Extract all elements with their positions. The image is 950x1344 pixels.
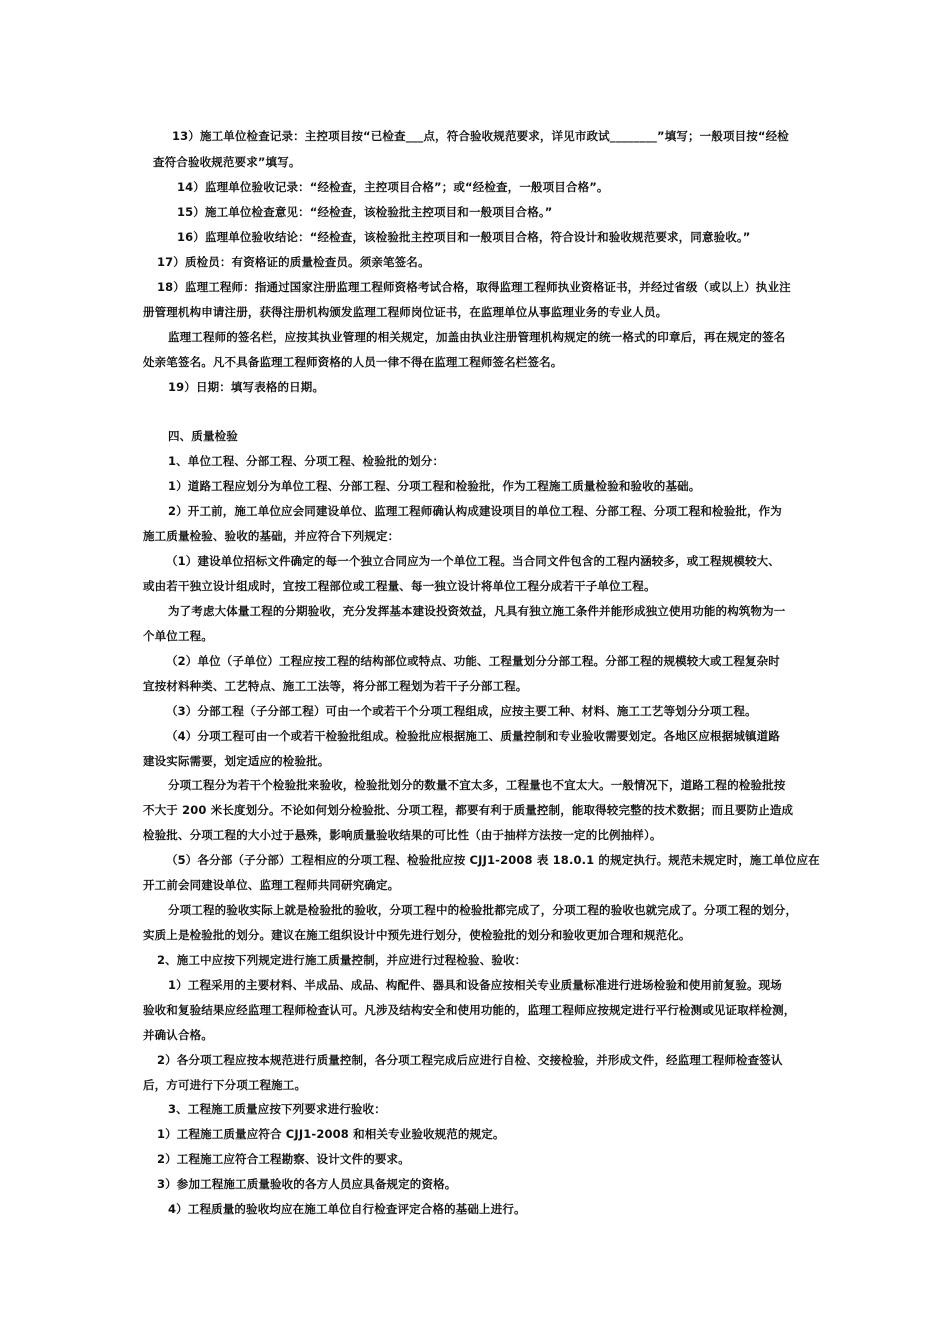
doc-line: 监理工程师的签名栏，应按其执业管理的相关规定，加盖由执业注册管理机构规定的统一格式的印章后，再在规定的签名: [168, 330, 786, 344]
doc-line: 查符合验收规范要求”填写。: [153, 155, 301, 169]
doc-line: （4）分项工程可由一个或若干检验批组成。检验批应根据施工、质量控制和专业验收需要划定。各地区应根据城镇道路: [166, 729, 780, 743]
doc-line: 分项工程分为若干个检验批来验收，检验批划分的数量不宜太多，工程量也不宜太大。一般情况下，道路工程的检验批按: [168, 778, 786, 792]
doc-line: 16）监理单位验收结论：“经检查，该检验批主控项目和一般项目合格，符合设计和验收规范要求，同意验收。”: [177, 230, 751, 244]
doc-line: 17）质检员：有资格证的质量检查员。须亲笔签名。: [157, 255, 430, 269]
doc-line: 2）开工前，施工单位应会同建设单位、监理工程师确认构成建设项目的单位工程、分部工程、分项工程和检验批，作为: [168, 504, 782, 518]
doc-line: 不大于 200 米长度划分。不论如何划分检验批、分项工程，都要有利于质量控制，能取得较完整的技术数据；而且要防止造成: [143, 803, 794, 817]
doc-line: （3）分部工程（子分部工程）可由一个或若干个分项工程组成，应按主要工种、材料、施工工艺等划分分项工程。: [166, 704, 757, 718]
section-heading: 四、质量检验: [168, 429, 238, 443]
doc-line: 或由若干独立设计组成时，宜按工程部位或工程量、每一独立设计将单位工程分成若干子单位工程。: [143, 579, 656, 593]
doc-line: 1）工程施工质量应符合 CJJ1-2008 和相关专业验收规范的规定。: [157, 1127, 505, 1141]
doc-line: 1）工程采用的主要材料、半成品、成品、构配件、器具和设备应按相关专业质量标准进行进场检验和使用前复验。现场: [168, 978, 782, 992]
doc-line: 1）道路工程应划分为单位工程、分部工程、分项工程和检验批，作为工程施工质量检验和验收的基础。: [168, 479, 701, 493]
doc-line: 15）施工单位检查意见：“经检查，该检验批主控项目和一般项目合格。”: [177, 205, 553, 219]
doc-line: 4）工程质量的验收均应在施工单位自行检查评定合格的基础上进行。: [168, 1202, 526, 1216]
doc-line: 19）日期：填写表格的日期。: [168, 380, 325, 394]
doc-line: （1）建设单位招标文件确定的每一个独立合同应为一个单位工程。当合同文件包含的工程内涵较多，或工程规模较大、: [166, 554, 780, 568]
doc-line: 建设实际需要，划定适应的检验批。: [143, 754, 330, 768]
doc-line: 3、工程施工质量应按下列要求进行验收：: [168, 1102, 386, 1116]
doc-line: 为了考虑大体量工程的分期验收，充分发挥基本建设投资效益，凡具有独立施工条件并能形成独立使用功能的构筑物为一: [168, 604, 786, 618]
doc-line: 2）各分项工程应按本规范进行质量控制，各分项工程完成后应进行自检、交接检验，并形成文件，经监理工程师检查签认: [157, 1053, 783, 1067]
doc-line: 宜按材料种类、工艺特点、施工工法等，将分部工程划为若干子分部工程。: [143, 679, 528, 693]
doc-line: 个单位工程。: [143, 629, 213, 643]
doc-line: （5）各分部（子分部）工程相应的分项工程、检验批应按 CJJ1-2008 表 18.0.1 的规定执行。规范未规定时，施工单位应在: [166, 853, 820, 867]
doc-line: 并确认合格。: [143, 1028, 213, 1042]
doc-line: 施工质量检验、验收的基础，并应符合下列规定：: [143, 529, 400, 543]
doc-line: 分项工程的验收实际上就是检验批的验收，分项工程中的检验批都完成了，分项工程的验收也就完成了。分项工程的划分，: [168, 903, 798, 917]
doc-line: 14）监理单位验收记录：“经检查，主控项目合格”；或“经检查，一般项目合格”。: [177, 180, 609, 194]
doc-line: 检验批、分项工程的大小过于悬殊，影响质量验收结果的可比性（由于抽样方法按一定的比例抽样）。: [143, 828, 662, 842]
doc-line: 1、单位工程、分部工程、分项工程、检验批的划分：: [168, 454, 445, 468]
doc-line: 3）参加工程施工质量验收的各方人员应具备规定的资格。: [157, 1177, 457, 1191]
doc-line: 2）工程施工应符合工程勘察、设计文件的要求。: [157, 1152, 410, 1166]
doc-line: 处亲笔签名。凡不具备监理工程师资格的人员一律不得在监理工程师签名栏签名。: [143, 355, 563, 369]
doc-line: 18）监理工程师：指通过国家注册监理工程师资格考试合格，取得监理工程师执业资格证书，并经过省级（或以上）执业注: [157, 280, 791, 294]
doc-line: 验收和复验结果应经监理工程师检查认可。凡涉及结构安全和使用功能的，监理工程师应按规定进行平行检测或见证取样检测，: [143, 1003, 796, 1017]
doc-line: 册管理机构申请注册，获得注册机构颁发监理工程师岗位证书，在监理单位从事监理业务的专业人员。: [143, 305, 668, 319]
doc-line: 实质上是检验批的划分。建议在施工组织设计中预先进行划分，使检验批的划分和验收更加合理和规范化。: [143, 928, 691, 942]
doc-line: 后，方可进行下分项工程施工。: [143, 1078, 307, 1092]
doc-line: 2、施工中应按下列规定进行施工质量控制，并应进行过程检验、验收：: [157, 953, 527, 967]
doc-line: （2）单位（子单位）工程应按工程的结构部位或特点、功能、工程量划分分部工程。分部工程的规模较大或工程复杂时: [166, 654, 780, 668]
doc-line: 13）施工单位检查记录：主控项目按“已检查___点，符合验收规范要求，详见市政试________”填写；一般项目按“经检: [172, 129, 789, 143]
doc-line: 开工前会同建设单位、监理工程师共同研究确定。: [143, 878, 400, 892]
